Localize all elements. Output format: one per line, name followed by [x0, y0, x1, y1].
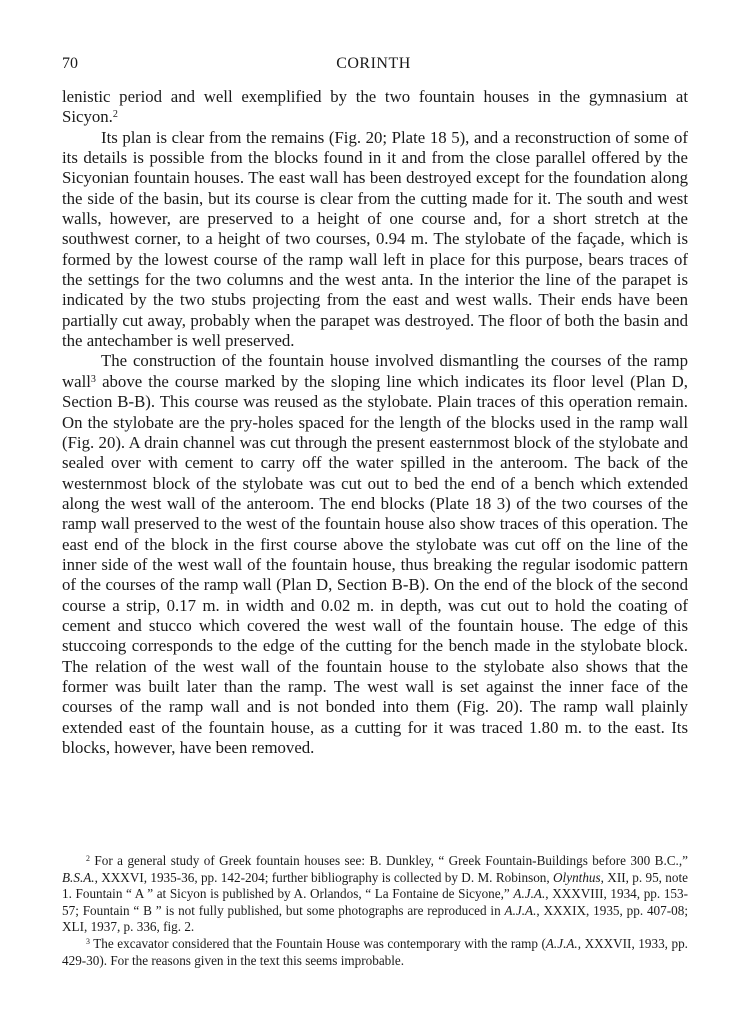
footnote-3: [62, 936, 688, 969]
footnote-ref-2: 2: [112, 109, 118, 121]
footnote-2-text: , XXXIX, 1935, pp. 407-08; XLI, 1937, p. 336, fig. 2.: [62, 902, 688, 935]
paragraph-3: [62, 351, 688, 758]
paragraph-3-start: The construction of the fountain house involved dismantling the courses of the ramp wall: [62, 351, 688, 391]
paragraph-1: [62, 87, 688, 128]
page-number: 70: [62, 55, 78, 72]
footnote-2-text: , XII, p. 95, note 1. Fountain “ A ” at Sicyon is published by A. Orlandos, “ La Fontaine de Sicyone,”: [62, 869, 689, 902]
citation-olynthus: Olynthus: [553, 869, 601, 885]
body-text: [62, 87, 688, 758]
footnote-2: [62, 853, 688, 936]
citation-aja: A.J.A.: [513, 886, 546, 902]
footnotes: [62, 853, 688, 969]
footnote-3-mark: 3: [86, 937, 90, 947]
footnote-2-text: For a general study of Greek fountain houses see: B. Dunkley, “ Greek Fountain-Buildings before 300 B.C.,”: [89, 853, 688, 868]
citation-bsa: B.S.A.: [62, 869, 95, 885]
paragraph-1-text: lenistic period and well exemplified by the two fountain houses in the gymnasium at Sicyon.: [62, 87, 688, 127]
paragraph-3-rest: above the course marked by the sloping line which indicates its floor level (Plan D, Section B-B). This course was reused as the stylobate. Plain traces of this operation remain. On the stylobate are the pry-holes spaced for the length of the blocks used in the ramp wall (Fig. 20). A drain channel was cut through the present easternmost block of the stylobate and sealed over with cement to carry off the water spilled in the anteroom. The back of the westernmost block of the stylobate was cut out to bed the end of a bench which extended along the west wall of the anteroom. The end blocks (Plate 18 3) of the two courses of the ramp wall preserved to the west of the fountain house also show traces of this operation. The east end of the block in the first course above the stylobate was cut off on the line of the inner side of the west wall of the fountain house, thus breaking the regular isodomic pattern of the courses of the ramp wall (Plan D, Section B-B). On the end of the block of the second course a strip, 0.17 m. in width and 0.02 m. in depth, was cut out to hold the coating of cement and stucco which covered the west wall of the fountain house. The edge of this stuccoing corresponds to the edge of the cutting for the bench made in the stylobate block. The relation of the west wall of the fountain house to the stylobate also shows that the former was built later than the ramp. The west wall is set against the inner face of the courses of the ramp wall and is not bonded into them (Fig. 20). The ramp wall plainly extended east of the fountain house, as a cutting for it was traced 1.80 m. to the east. Its blocks, however, have been removed.: [62, 371, 688, 757]
footnote-2-text: , XXXVI, 1935-36, pp. 142-204; further bibliography is collected by D. M. Robinson,: [94, 869, 554, 885]
citation-aja: A.J.A.: [504, 902, 537, 918]
paragraph-2: Its plan is clear from the remains (Fig. 20; Plate 18 5), and a reconstruction of some of its details is possible from the blocks found in it and from the close parallel offered by the Sicyonian fountain houses. The east wall has been destroyed except for the foundation along the side of the basin, but its course is clear from the cutting made for it. The south and west walls, however, are preserved to a height of one course and, for a short stretch at the southwest corner, to a height of two courses, 0.94 m. The stylobate of the façade, which is formed by the lowest course of the ramp wall left in place for this purpose, bears traces of the settings for the two columns and the west anta. In the interior the line of the parapet is indicated by the two stubs projecting from the east and west walls. Their ends have been partially cut away, probably when the parapet was destroyed. The floor of both the basin and the antechamber is well preserved.: [62, 127, 688, 351]
footnote-ref-3: 3: [90, 373, 96, 385]
footnote-3-text: The excavator considered that the Fountain House was contemporary with the ramp (: [89, 935, 546, 951]
footnote-2-text: , XXXVIII, 1934, pp. 153-57; Fountain “ B ” is not fully published, but some photographs are reproduced in: [62, 886, 688, 918]
running-head: CORINTH: [336, 55, 411, 72]
footnote-2-mark: 2: [86, 854, 90, 864]
citation-aja: A.J.A.: [545, 935, 578, 951]
footnote-3-text: , XXXVII, 1933, pp. 429-30). For the reasons given in the text this seems improbable.: [62, 935, 688, 968]
